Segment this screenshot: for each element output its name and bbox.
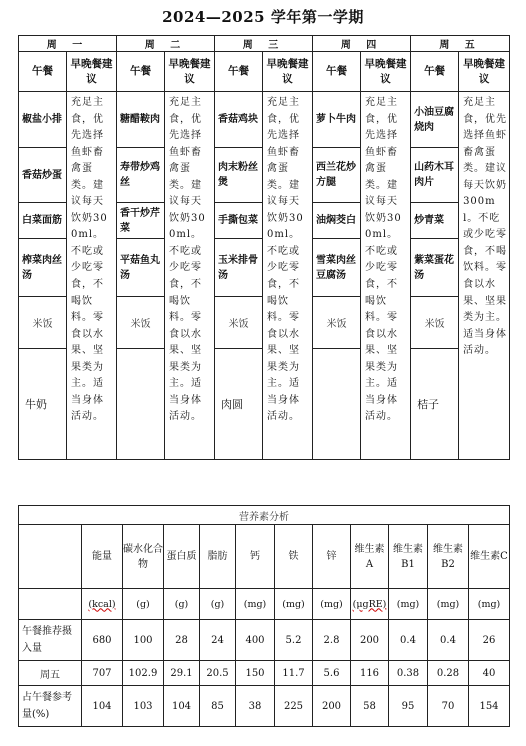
lunch-header: 午餐 xyxy=(19,52,67,92)
nutrition-caption-row xyxy=(19,506,510,525)
dish-cell: 西兰花炒方腿 xyxy=(313,148,361,203)
unit-cell: (mg) xyxy=(313,589,351,620)
dish-cell: 香干炒芹菜 xyxy=(117,203,165,239)
value-cell: 0.28 xyxy=(428,661,469,686)
value-cell: 20.5 xyxy=(200,661,236,686)
nutrient-header: 钙 xyxy=(236,525,275,589)
value-cell: 5.2 xyxy=(275,620,313,661)
lunch-header: 午餐 xyxy=(411,52,459,92)
dish-cell: 香菇炒蛋 xyxy=(19,148,67,203)
nutrient-header: 脂肪 xyxy=(200,525,236,589)
dish-cell: 椒盐小排 xyxy=(19,92,67,148)
nutrient-header: 碳水化合物 xyxy=(123,525,164,589)
row-label: 周五 xyxy=(19,661,82,686)
dish-cell: 香菇鸡块 xyxy=(215,92,263,148)
snack-cell: 桔子 xyxy=(411,349,459,460)
unit-cell: (g) xyxy=(123,589,164,620)
unit-cell: (mg) xyxy=(428,589,469,620)
unit-cell: (μgRE) xyxy=(351,589,389,620)
dish-cell: 手撕包菜 xyxy=(215,203,263,239)
unit-cell: (g) xyxy=(164,589,200,620)
lunch-header: 午餐 xyxy=(215,52,263,92)
advice-note: 充足主食，优先选择鱼虾畜禽蛋类。建议每天饮奶300ml。不吃或少吃零食，不喝饮料。零食以水果、坚果类为主。适当身体活动。 xyxy=(361,92,411,460)
value-cell: 200 xyxy=(313,686,351,727)
snack-cell: 肉圆 xyxy=(215,349,263,460)
dish-cell: 萝卜牛肉 xyxy=(313,92,361,148)
value-cell: 24 xyxy=(200,620,236,661)
value-cell: 28 xyxy=(164,620,200,661)
dish-cell: 雪菜肉丝豆腐汤 xyxy=(313,239,361,297)
value-cell: 104 xyxy=(82,686,123,727)
rice-cell: 米饭 xyxy=(313,297,361,349)
dish-cell: 紫菜蛋花汤 xyxy=(411,239,459,297)
unit-row xyxy=(19,589,510,620)
advice-header: 早晚餐建议 xyxy=(459,52,510,92)
value-cell: 29.1 xyxy=(164,661,200,686)
value-cell: 0.4 xyxy=(428,620,469,661)
unit-cell: (mg) xyxy=(469,589,510,620)
value-cell: 0.38 xyxy=(389,661,428,686)
rice-cell: 米饭 xyxy=(411,297,459,349)
dish-cell: 糖醋鞍肉 xyxy=(117,92,165,148)
nutrient-header: 维生素B1 xyxy=(389,525,428,589)
value-cell: 40 xyxy=(469,661,510,686)
row-label: 午餐推荐摄入量 xyxy=(19,620,82,661)
rice-cell: 米饭 xyxy=(19,297,67,349)
day-header: 周 一 xyxy=(19,36,117,52)
dish-cell: 平菇鱼丸汤 xyxy=(117,239,165,297)
unit-cell: (mg) xyxy=(275,589,313,620)
dish-cell: 玉米排骨汤 xyxy=(215,239,263,297)
dish-cell: 炒青菜 xyxy=(411,203,459,239)
corner-cell xyxy=(19,589,82,620)
value-cell: 150 xyxy=(236,661,275,686)
value-cell: 116 xyxy=(351,661,389,686)
rice-cell: 米饭 xyxy=(117,297,165,349)
nutrition-caption: 营养素分析 xyxy=(19,506,510,525)
value-cell: 102.9 xyxy=(123,661,164,686)
dish-cell: 肉末粉丝煲 xyxy=(215,148,263,203)
snack-cell: 牛奶 xyxy=(19,349,67,460)
value-cell: 680 xyxy=(82,620,123,661)
corner-cell xyxy=(19,525,82,589)
unit-cell: (mg) xyxy=(236,589,275,620)
rice-cell: 米饭 xyxy=(215,297,263,349)
snack-cell xyxy=(117,349,165,460)
value-cell: 38 xyxy=(236,686,275,727)
nutrient-header: 维生素B2 xyxy=(428,525,469,589)
value-cell: 104 xyxy=(164,686,200,727)
advice-header: 早晚餐建议 xyxy=(361,52,411,92)
value-cell: 70 xyxy=(428,686,469,727)
dish-cell: 油焖茭白 xyxy=(313,203,361,239)
dish-cell: 榨菜肉丝汤 xyxy=(19,239,67,297)
page-title: 2024—2025 学年第一学期 xyxy=(162,8,364,26)
value-cell: 400 xyxy=(236,620,275,661)
unit-cell: (mg) xyxy=(389,589,428,620)
nutrient-header: 锌 xyxy=(313,525,351,589)
value-cell: 11.7 xyxy=(275,661,313,686)
value-cell: 26 xyxy=(469,620,510,661)
value-cell: 2.8 xyxy=(313,620,351,661)
dish-cell: 白菜面筋 xyxy=(19,203,67,239)
unit-cell: (g) xyxy=(200,589,236,620)
snack-cell xyxy=(313,349,361,460)
value-cell: 5.6 xyxy=(313,661,351,686)
nutrition-row xyxy=(19,686,510,727)
unit-cell: (kcal) xyxy=(82,589,123,620)
dish-cell: 小油豆腐烧肉 xyxy=(411,92,459,148)
column-header-row xyxy=(19,52,510,92)
dish-cell: 寿带炒鸡丝 xyxy=(117,148,165,203)
menu-row xyxy=(19,92,510,148)
advice-note: 充足主食，优先选择鱼虾畜禽蛋类。建议每天饮奶300ml。不吃或少吃零食，不喝饮料。零食以水果、坚果类为主。适当身体活动。 xyxy=(263,92,313,460)
value-cell: 154 xyxy=(469,686,510,727)
value-cell: 707 xyxy=(82,661,123,686)
day-header-row xyxy=(19,36,510,52)
nutrition-row xyxy=(19,620,510,661)
lunch-header: 午餐 xyxy=(313,52,361,92)
nutrition-table xyxy=(18,505,510,727)
advice-note: 充足主食，优先选择鱼虾畜禽蛋类。建议每天饮奶300ml。不吃或少吃零食，不喝饮料。零食以水果、坚果类为主。适当身体活动。 xyxy=(165,92,215,460)
value-cell: 85 xyxy=(200,686,236,727)
value-cell: 58 xyxy=(351,686,389,727)
advice-note: 充足主食，优先选择鱼虾畜禽蛋类。建议每天饮奶300ml。不吃或少吃零食，不喝饮料。零食以水果、坚果类为主。适当身体活动。 xyxy=(459,92,510,460)
day-header: 周 四 xyxy=(313,36,411,52)
day-header: 周 三 xyxy=(215,36,313,52)
advice-header: 早晚餐建议 xyxy=(263,52,313,92)
nutrient-header: 维生素C xyxy=(469,525,510,589)
value-cell: 225 xyxy=(275,686,313,727)
advice-header: 早晚餐建议 xyxy=(67,52,117,92)
nutrition-row xyxy=(19,661,510,686)
value-cell: 200 xyxy=(351,620,389,661)
advice-header: 早晚餐建议 xyxy=(165,52,215,92)
value-cell: 95 xyxy=(389,686,428,727)
value-cell: 0.4 xyxy=(389,620,428,661)
value-cell: 100 xyxy=(123,620,164,661)
nutrient-header: 铁 xyxy=(275,525,313,589)
nutrient-header-row xyxy=(19,525,510,589)
day-header: 周 二 xyxy=(117,36,215,52)
nutrient-header: 蛋白质 xyxy=(164,525,200,589)
dish-cell: 山药木耳肉片 xyxy=(411,148,459,203)
day-header: 周 五 xyxy=(411,36,510,52)
nutrient-header: 能量 xyxy=(82,525,123,589)
lunch-header: 午餐 xyxy=(117,52,165,92)
weekly-menu-table xyxy=(18,35,510,460)
value-cell: 103 xyxy=(123,686,164,727)
nutrient-header: 维生素A xyxy=(351,525,389,589)
row-label: 占午餐参考量(%) xyxy=(19,686,82,727)
advice-note: 充足主食，优先选择鱼虾畜禽蛋类。建议每天饮奶300ml。不吃或少吃零食，不喝饮料。零食以水果、坚果类为主。适当身体活动。 xyxy=(67,92,117,460)
